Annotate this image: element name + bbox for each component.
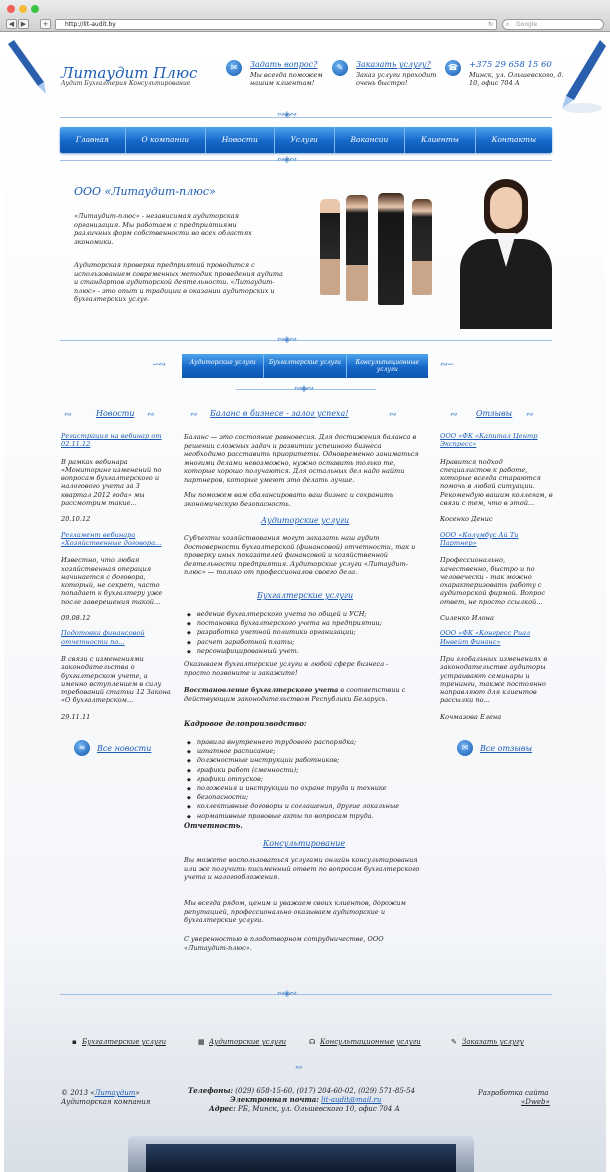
news-item bbox=[61, 531, 171, 623]
list-item: ◆ расчет заработной платы; bbox=[187, 638, 423, 647]
headset-icon: ☊ bbox=[309, 1038, 316, 1046]
reload-icon[interactable]: ↻ bbox=[487, 21, 493, 28]
list-item: ◆ должностные инструкции работников; bbox=[187, 756, 423, 765]
search-icon: ⌕ bbox=[506, 21, 510, 28]
footer-link-order[interactable]: Заказать услугу bbox=[462, 1038, 524, 1046]
ask-question-link[interactable]: Задать вопрос? bbox=[250, 60, 318, 69]
order-service-text: Заказ услуги проходит очень быстро! bbox=[356, 71, 437, 87]
all-news-link[interactable]: Все новости bbox=[97, 744, 152, 753]
list-item: ◆ нормативные правовые акты по вопросам труда. bbox=[187, 812, 423, 821]
footer-link-consulting[interactable]: Консультационные услуги bbox=[320, 1038, 421, 1046]
list-item: ◆ ведение бухгалтерского учета по общей и УСН; bbox=[187, 610, 423, 619]
ornament-icon: ∾◈∾ bbox=[277, 989, 297, 999]
copyright-prefix: © 2013 « bbox=[61, 1089, 95, 1097]
main-menu bbox=[60, 127, 552, 153]
site-logo[interactable]: Литаудит Плюс bbox=[61, 64, 198, 82]
intro-paragraph-2: Аудиторская проверка предприятий проводится с использованием современных методик проведения аудита и стандартов аудиторской деятельности. «Литаудит-плюс» - это опыт и традиции в оказании аудиторских и бухгалтерских услуг. bbox=[74, 261, 283, 304]
consulting-text: Вы можете воспользоваться услугами онлайн консультирования или же получить письменный ответ по вопросам бухгалтерского учета и налогообложения. bbox=[184, 856, 420, 882]
list-item: ◆ положения и инструкции по охране труда и технике bbox=[187, 784, 423, 793]
news-item-text: В рамках вебинара «Мониторинг изменений по вопросам бухгалтерского и налогового учета за 3 квартал 2012 года» мы рассмотрим такие... bbox=[61, 457, 162, 508]
menu-item-news[interactable]: Новости bbox=[206, 127, 275, 153]
pen-decoration-left-icon bbox=[4, 36, 50, 96]
review-item bbox=[440, 432, 554, 524]
review-company-link[interactable]: ООО «ФК «Конгресс Риал Инвейт Финанс» bbox=[440, 629, 531, 646]
ornament-icon: ∽∾ bbox=[152, 360, 166, 370]
woman-portrait bbox=[460, 177, 552, 329]
news-item bbox=[61, 432, 171, 524]
address-label: Адрес: bbox=[209, 1104, 236, 1113]
service-tabs bbox=[182, 354, 428, 378]
reviews-chat-icon[interactable]: ✉ bbox=[457, 740, 473, 756]
news-item-link[interactable]: Регламент вебинара «Хозяйственные договора... bbox=[61, 530, 162, 547]
copyright-link[interactable]: Литаудит bbox=[94, 1089, 136, 1097]
person-figure bbox=[412, 199, 432, 295]
copyright bbox=[61, 1089, 140, 1097]
all-reviews-link[interactable]: Все отзывы bbox=[480, 744, 533, 753]
site-tagline: Аудит Бухгалтерия Консультирование bbox=[61, 80, 191, 87]
person-figure bbox=[378, 193, 404, 305]
closing-paragraph: Мы всегда рядом, ценим и уважаем своих клиентов, дорожим репутацией, профессионально оказываем аудиторские и бухгалтерские услуги. bbox=[184, 899, 406, 925]
footer-link-accounting[interactable]: Бухгалтерские услуги bbox=[82, 1038, 167, 1046]
intro-paragraph-1: «Литаудит-плюс» - независимая аудиторская организация. Мы работаем с предприятиями различных форм собственности во всех областях экономики. bbox=[74, 212, 252, 246]
menu-item-about[interactable]: О компании bbox=[126, 127, 206, 153]
consulting-heading[interactable]: Консультирование bbox=[263, 839, 346, 848]
list-item: ◆ графики работ (сменности); bbox=[187, 766, 423, 775]
news-item-text: Известно, что любая хозяйственная операция начинается с договора, который, не секрет, часто попадает к бухгалтеру уже после заверешения такой... bbox=[61, 556, 163, 606]
copyright-suffix: » bbox=[135, 1089, 140, 1097]
ornament-icon: ∾ bbox=[64, 410, 71, 420]
review-author: Кочмазова Елена bbox=[440, 712, 502, 721]
email-label: Электронная почта: bbox=[230, 1095, 319, 1104]
developer-link[interactable]: «Dweb» bbox=[521, 1098, 550, 1106]
header-address: Минск, ул. Ольшевского, д. 10, офис 704 А bbox=[469, 71, 564, 87]
review-company-link[interactable]: ООО «Колумбус Ай Ти Партнер» bbox=[440, 530, 519, 547]
intro-title: ООО «Литаудит-плюс» bbox=[74, 185, 216, 198]
news-item-text: В связи с изменениями законодательства о бухгалтерском учете, а именно вступлением в силу требований статьи 12 Закона «О бухгалтерском... bbox=[61, 654, 171, 705]
review-text: При глобальных изменениях в законодательстве аудиторы устраивают семинары и тренинги, также постоянно направляют для клиентов рассылки по... bbox=[440, 654, 548, 705]
tab-audit[interactable]: Аудиторские услуги bbox=[182, 354, 264, 378]
ornament-icon: ∾∽ bbox=[440, 360, 454, 370]
phones-label: Телефоны: bbox=[188, 1086, 234, 1095]
news-item bbox=[61, 629, 171, 721]
review-author: Силенко Илона bbox=[440, 614, 494, 623]
browser-toolbar bbox=[0, 0, 610, 32]
close-window-button[interactable] bbox=[7, 5, 15, 13]
reviews-list bbox=[440, 432, 554, 721]
divider bbox=[60, 117, 552, 118]
footer-address bbox=[209, 1104, 400, 1113]
ornament-icon: ∾◈∾ bbox=[294, 384, 314, 394]
list-item: ◆ безопасности; bbox=[187, 793, 423, 802]
ornament-icon: ∾◈∾ bbox=[277, 335, 297, 345]
review-item bbox=[440, 531, 554, 623]
developer-label: Разработка сайта bbox=[478, 1089, 549, 1097]
news-item-date: 29.11.11 bbox=[61, 712, 91, 721]
review-text: Профессионально, качественно, быстро и по человечески - так можно охарактеризовать работу с аудиторской фирмой. Вопрос ответ, не просто ссылкой... bbox=[440, 556, 546, 606]
divider bbox=[60, 160, 552, 161]
team-photo bbox=[316, 177, 552, 329]
news-item-date: 09.08.12 bbox=[61, 614, 91, 623]
ornament-icon: ∾ bbox=[450, 410, 457, 420]
footer-link-audit[interactable]: Аудиторские услуги bbox=[209, 1038, 287, 1046]
ornament-icon: ∾ bbox=[295, 1063, 302, 1073]
tab-consulting[interactable]: Консультационные услуги bbox=[355, 359, 420, 373]
reporting-label: Отчетность. bbox=[184, 821, 243, 830]
menu-item-vacancies[interactable]: Вакансии bbox=[335, 127, 405, 153]
person-figure bbox=[346, 195, 368, 301]
news-item-link[interactable]: Подотовка финансовой отчетности по... bbox=[61, 629, 145, 646]
news-item-date: 20.10.12 bbox=[61, 515, 91, 524]
phones-value: (029) 658-15-60, (017) 204-60-02, (029) 571-85-54 bbox=[235, 1087, 416, 1095]
menu-item-clients[interactable]: Клиенты bbox=[405, 127, 476, 153]
restore-accounting-rest: в соответствии с действующим законодательством Республики Беларусь. bbox=[184, 686, 406, 703]
ornament-icon: ∾ bbox=[526, 410, 533, 420]
grid-icon: ▦ bbox=[198, 1038, 205, 1046]
tab-accounting[interactable]: Бухгалтерские услуги bbox=[264, 354, 346, 378]
restore-accounting-title: Восстановление бухгалтерского учета bbox=[184, 686, 339, 694]
url-text: http://lit-audit.by bbox=[65, 21, 116, 28]
reviews-heading[interactable]: Отзывы bbox=[476, 409, 513, 418]
minimize-window-button[interactable] bbox=[19, 5, 27, 13]
ask-question-text: Мы всегда поможем нашим клиентам! bbox=[250, 71, 323, 87]
mail-icon[interactable]: ✉ bbox=[226, 60, 242, 76]
accounting-services-heading[interactable]: Бухгалтерские услуги bbox=[257, 591, 354, 600]
accounting-services-list bbox=[187, 610, 423, 656]
review-company-link[interactable]: ООО «ФК «Капитал Центр Экспресс» bbox=[440, 432, 538, 449]
review-text: Нравится подход специалистов к работе, которые всегда стараются помочь в любой ситуации. Рекомендую вашим коллегам, в связи с тем, что в этой... bbox=[440, 457, 553, 508]
back-button[interactable]: ◀ bbox=[6, 19, 17, 29]
email-link[interactable]: lit-audit@mail.ru bbox=[321, 1096, 382, 1104]
menu-item-contacts[interactable]: Контакты bbox=[491, 135, 537, 144]
audit-services-heading[interactable]: Аудиторские услуги bbox=[261, 516, 350, 525]
list-item: ◆ коллективные договоры и соглашения, другие локальные bbox=[187, 802, 423, 811]
news-heading[interactable]: Новости bbox=[96, 409, 135, 418]
add-bookmark-button[interactable]: + bbox=[40, 19, 51, 29]
news-list bbox=[61, 432, 171, 721]
web-page bbox=[4, 32, 606, 1172]
list-item: ◆ разработка учетной политики организации; bbox=[187, 628, 423, 637]
ornament-icon: ∾ bbox=[190, 410, 197, 420]
balance-paragraph: Баланс — это состояние равновесия. Для достижения баланса в решении сложных задач и развитии успешного бизнеса необходимо расставить приоритеты. Одновременно заниматься многими делами невозможно, нужно оставить только те, которые хорошо получаются. Для остальных дел надо найти партнеров, которые умеют это делать лучше. bbox=[184, 433, 419, 484]
divider bbox=[60, 340, 552, 341]
menu-item-services[interactable]: Услуги bbox=[275, 127, 335, 153]
pencil-icon[interactable]: ✎ bbox=[332, 60, 348, 76]
address-value: РБ, Минск, ул. Ольшевского 10, офис 704 А bbox=[238, 1105, 400, 1113]
list-item: ◆ штатное расписание; bbox=[187, 747, 423, 756]
menu-item-home[interactable]: Главная bbox=[60, 127, 126, 153]
balance-paragraph-2: Мы поможем вам сбалансировать ваш бизнес и сохранить экономическую безопасность. bbox=[184, 491, 394, 508]
audit-services-text: Субъекты хозяйствования могут заказать наш аудит достоверности бухгалтерской (финансовой) отчетности, так и проверку иных показателей финансовой и хозяйственной деятельности предприятия. Аудиторские услуги «Литаудит-плюс» — только от профессионалов своего дела. bbox=[184, 534, 416, 577]
review-author: Косенко Денис bbox=[440, 515, 493, 524]
order-service-link[interactable]: Заказать услугу? bbox=[356, 60, 431, 69]
hr-heading: Кадровое делопроизводство: bbox=[184, 719, 307, 728]
accounting-order-text: Оказываем бухгалтерские услуги в любой сфере бизнеса - просто позвоните и закажите! bbox=[184, 660, 389, 677]
review-item bbox=[440, 629, 554, 721]
center-heading: Баланс в бизнесе - залог успеха! bbox=[210, 409, 349, 418]
company-type: Аудиторская компания bbox=[61, 1098, 151, 1106]
search-placeholder: Google bbox=[516, 21, 538, 28]
news-list-icon[interactable]: ≡ bbox=[74, 740, 90, 756]
list-item: ◆ персонифицированный учет. bbox=[187, 647, 423, 656]
divider bbox=[60, 994, 552, 995]
closing-signature: С уверенностью в плодотворном сотрудничестве, ООО «Литаудит-плюс». bbox=[184, 935, 384, 952]
person-figure bbox=[320, 199, 340, 295]
ornament-icon: ∾◈∾ bbox=[277, 110, 297, 120]
zoom-window-button[interactable] bbox=[31, 5, 39, 13]
address-bar[interactable] bbox=[55, 19, 497, 30]
search-input[interactable] bbox=[502, 19, 604, 30]
ornament-icon: ∾ bbox=[389, 410, 396, 420]
news-item-link[interactable]: Регистрация на вебинар от 02.11.12 bbox=[61, 432, 162, 449]
forward-button[interactable]: ▶ bbox=[18, 19, 29, 29]
header-phone[interactable]: +375 29 658 15 60 bbox=[469, 60, 552, 70]
ornament-icon: ∾◈∾ bbox=[277, 155, 297, 165]
restore-accounting-text bbox=[184, 686, 428, 703]
list-item: ◆ правила внутреннего трудового распорядка; bbox=[187, 738, 423, 747]
list-item: ◆ графики отпусков; bbox=[187, 775, 423, 784]
footer-phones bbox=[188, 1086, 415, 1095]
bottom-decoration-screen bbox=[146, 1144, 456, 1172]
calculator-icon: ▪ bbox=[72, 1038, 77, 1046]
footer-email bbox=[230, 1095, 381, 1104]
list-item: ◆ постановка бухгалтерского учета на предприятии; bbox=[187, 619, 423, 628]
hr-services-list bbox=[187, 738, 423, 821]
edit-icon: ✎ bbox=[451, 1038, 457, 1046]
phone-icon: ☎ bbox=[445, 60, 461, 76]
ornament-icon: ∾ bbox=[147, 410, 154, 420]
